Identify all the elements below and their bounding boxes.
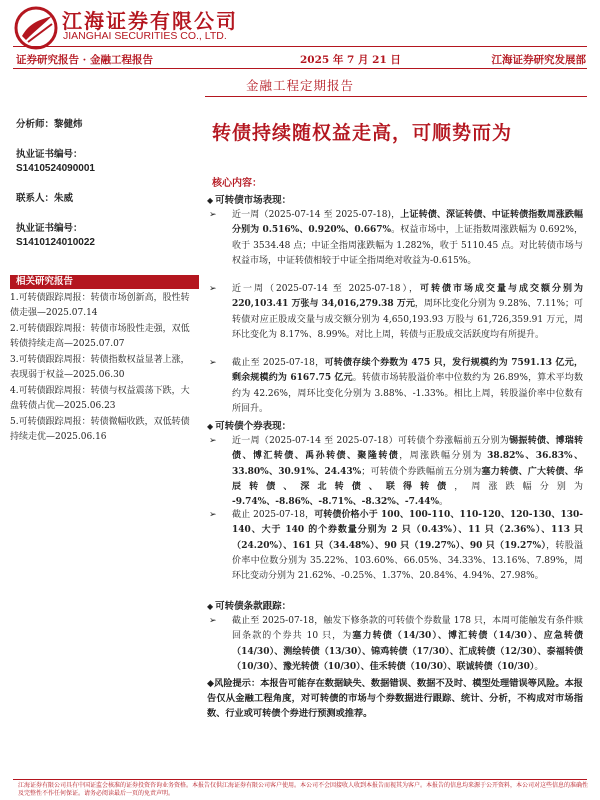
arrow-bullet-icon: ➢	[209, 436, 217, 446]
bold-text: 塞力转债（14/30）、博汇转债（14/30）、应急转债（14/30）、测绘转债（13/30）、锦鸡转债（17/30）、汇成转债（12/30）、泰福转债（10/30）、豫光转债（10/30）、佳禾转债（10/30）、联诚转债（10/30）	[232, 631, 583, 672]
related-report-link[interactable]: 1.可转债跟踪周报：转债市场创新高，股性转债走强—2025.07.14	[10, 293, 190, 318]
company-logo-icon	[14, 6, 58, 50]
related-report-link[interactable]: 5.可转债跟踪周报：转债微幅收跌，双低转债持续走优—2025.06.16	[10, 417, 190, 442]
related-report-link[interactable]: 4.可转债跟踪周报：转债与权益震荡下跌，大盘转债占优—2025.06.23	[10, 386, 190, 411]
cert-label: 执业证书编号：	[16, 149, 83, 160]
arrow-bullet-icon: ➢	[209, 510, 217, 520]
bullet-paragraph	[206, 434, 583, 510]
text: ，周涨跌幅分别为	[399, 451, 488, 462]
text: ，转股溢价率中位数分别为 35.22%、103.60%、66.05%、34.33%、13.16%、7.89%，周环比变动分别为 21.62%、-0.25%、1.37%、20.84%、4.94%、27.98%。	[232, 540, 583, 582]
risk-warning: ◆风险提示：本报告可能存在数据缺失、数据错误、数据不及时、模型处理错误等风险。本报告仅从金融工程角度，对可转债的市场与个券数据进行跟踪、统计、分析，不构成对市场指数、行业或可转债个券进行预测或推荐。	[207, 678, 583, 719]
related-report-link[interactable]: 2.可转债跟踪周报：转债市场股性走强，双低转债持续走高—2025.07.07	[10, 324, 190, 349]
company-name-en: JIANGHAI SECURITIES CO., LTD.	[63, 30, 227, 42]
bullet-paragraph	[206, 508, 583, 584]
diamond-icon: ◆	[207, 421, 214, 431]
department-name: 江海证券研究发展部	[491, 54, 586, 66]
diamond-icon: ◆	[207, 195, 214, 205]
footer-divider	[13, 779, 587, 780]
text: 。权益市场中，上证指数周涨跌幅为 0.692%，收于 3534.48 点；中证全指周涨跌幅为 1.282%，收于 5110.45 点。对比转债市场与权益市场，中证转债相较于中证全指周绝对收益为-0.615%。	[232, 225, 583, 266]
bold-text: 可转债存续个券数为 475 只，发行规模约为 7591.13 亿元，剩余规模约为 6167.75 亿元	[232, 358, 583, 384]
bold-text: 38.82%、36.83%、33.80%、30.91%、24.43%	[232, 451, 583, 477]
bullet-paragraph	[206, 208, 583, 269]
text: 近一周（2025-07-14 至 2025-07-18），	[232, 284, 420, 294]
cert-number: S1410524090001	[16, 163, 95, 174]
core-content-label: 核心内容：	[212, 178, 262, 189]
text: ，周环比变化分别为 9.28%、7.11%；可转债对应正股成交量与成交额分别为 4,650,193.93 万股与 61,726,359.91 万元，周环比变化为 8.17%、8.99%。对比上周，转债与正股成交活跃度均有所提升。	[232, 299, 583, 340]
section-heading: ◆ 可转债条款跟踪：	[207, 601, 292, 612]
arrow-bullet-icon: ➢	[209, 616, 217, 626]
related-reports-heading: 相关研究报告	[10, 275, 199, 289]
related-reports-list	[10, 291, 195, 446]
bold-text: 锡振转债、博瑞转债、博汇转债、禹孙转债、聚隆转债	[232, 436, 583, 462]
bold-text: 可转债市场成交量与成交额分别为 220,103.41 万张与 34,016,279.38 万元	[232, 284, 583, 310]
report-category: 证券研究报告 · 金融工程报告	[16, 54, 153, 66]
cert-number: S1410124010022	[16, 237, 95, 248]
contact-label: 联系人：朱威	[16, 193, 74, 204]
company-name-cn: 江海证券有限公司	[62, 9, 238, 33]
text: 截止 2025-07-18，	[232, 510, 315, 520]
report-date: 2025 年 7 月 21 日	[300, 54, 401, 66]
section-heading: ◆ 可转债市场表现：	[207, 195, 292, 206]
bullet-paragraph	[206, 282, 583, 343]
bold-text: -9.74%、-8.86%、-8.71%、-8.32%、-7.44%	[232, 497, 440, 508]
text: 截止至 2025-07-18，	[232, 358, 325, 368]
subtitle-divider	[205, 96, 587, 97]
report-type: 金融工程定期报告	[245, 78, 354, 93]
text: 。转债市场转股溢价率中位数约为 26.89%，算术平均数约为 42.26%，周环比变化分别为 3.88%、-1.33%。相比上周，转股溢价率中位数有所回升。	[232, 373, 583, 414]
text: 近一周（2025-07-14 至 2025-07-18）可转债个券涨幅前五分别为	[232, 436, 510, 446]
arrow-bullet-icon: ➢	[209, 210, 217, 220]
text: ，周涨跌幅分别为	[454, 481, 583, 492]
related-report-link[interactable]: 3.可转债跟踪周报：转债指数权益显著上涨，表现弱于权益—2025.06.30	[10, 355, 190, 380]
arrow-bullet-icon: ➢	[209, 284, 217, 294]
bold-text: 可转债价格小于 100、100-110、110-120、120-130、130-140、大于 140 的个券数量分别为 2 只（0.43%）、11 只（2.36%）、113 只（24.20%）、161 只（34.48%）、90 只（19.27%）、90 只（19.27%）	[232, 510, 583, 551]
diamond-icon: ◆	[207, 601, 214, 611]
cert-label: 执业证书编号：	[16, 223, 83, 234]
text: ；可转债个券跌幅前五分别为	[361, 466, 482, 477]
bold-text: 塞力转债、广大转债、华辰转债、深北转债、联得转债	[232, 466, 583, 492]
footer-disclaimer: 江海证券有限公司具有中国证监会核准的证券投资咨询业务资格。本报告仅供江海证券有限公司客户使用。本公司不会因接收人收到本报告而视其为客户。本报告的信息均来源于公开资料，本公司对这些信息的准确性及完整性不作任何保证。请务必阅读最后一页的免责声明。	[18, 782, 589, 797]
analyst-label: 分析师：黎健炜	[16, 119, 83, 130]
header-divider	[13, 68, 587, 69]
header-divider	[13, 46, 587, 47]
text: 。	[534, 661, 544, 672]
bullet-paragraph	[206, 614, 583, 675]
report-title: 转债持续随权益走高，可顺势而为	[212, 122, 513, 144]
text: 近一周（2025-07-14 至 2025-07-18)，	[232, 210, 401, 220]
bullet-paragraph	[206, 356, 583, 417]
author-block	[16, 118, 196, 250]
bold-text: 上证转债、深证转债、中证转债指数周涨跌幅分别为 0.516%、0.920%、0.667%	[232, 210, 583, 236]
text: 。	[439, 497, 449, 508]
text: 截止至 2025-07-18，触发下修条款的可转债个券数量 178 只，本周可能触发有条件赎回条款的个券共 10 只，为	[232, 616, 583, 642]
arrow-bullet-icon: ➢	[209, 358, 217, 368]
section-heading: ◆ 可转债个券表现：	[207, 421, 292, 432]
